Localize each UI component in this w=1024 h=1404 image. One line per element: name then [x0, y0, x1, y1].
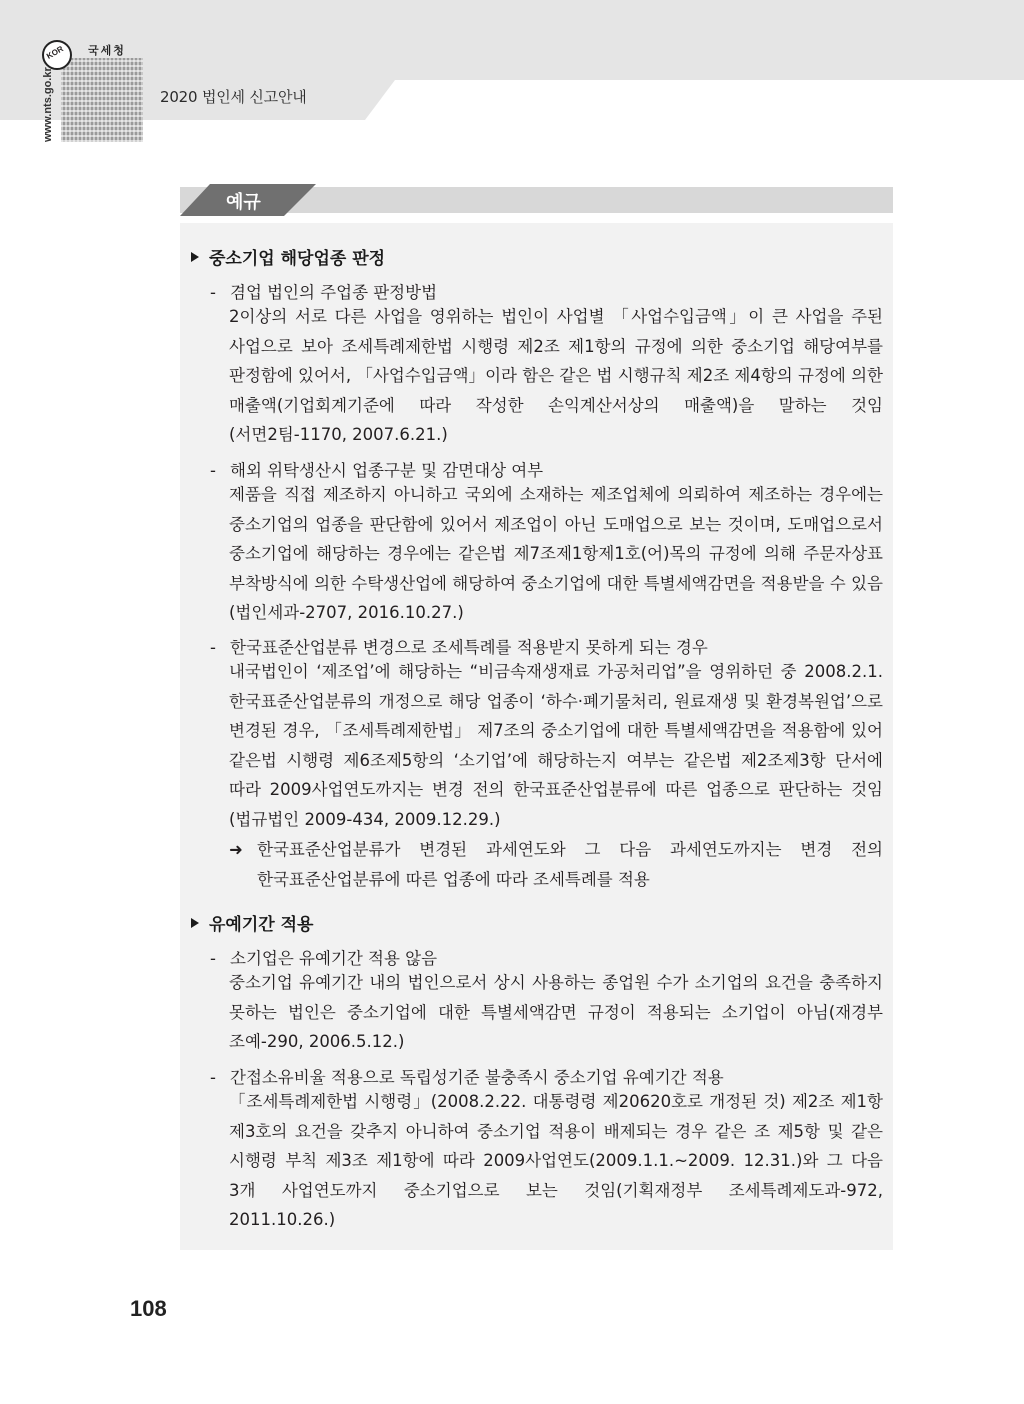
org-name: 국세청 — [88, 44, 126, 57]
item-body: 내국법인이 ‘제조업’에 해당하는 “비금속재생재료 가공처리업”을 영위하던 중 2008.2.1. 한국표준산업분류의 개정으로 해당 업종이 ‘하수·폐기물처리, 원료재생 및 환경복원업’으로 변경된 경우, 「조세특례제한법」 제7조의 중소기업에 대한 특별세액감면을 적용함에 있어 같은법 시행령 제6조제5항의 ‘소기업’에 해당하는지 여부는 같은법 제2조제3항 단서에 따라 2009사업연도까지는 변경 전의 한국표준산업분류에 따른 업종으로 판단하는 것임(법규법인 2009-434, 2009.12.29.) — [229, 662, 883, 829]
item-body: 「조세특례제한법 시행령」(2008.2.22. 대통령령 제20620호로 개정된 것) 제2조 제1항 제3호의 요건을 갖추지 아니하여 중소기업 적용이 배제되는 경우 같은 조 제5항 및 같은 시행령 부칙 제3조 제1항에 따라 2009사업연도(2009.1.1.~2009. 12.31.)와 그 다음 3개 사업연도까지 중소기업으로 보는 것임(기획재정부 조세특례제도과-972, 2011.10.26.) — [229, 1092, 883, 1230]
note-text: 한국표준산업분류가 변경된 과세연도와 그 다음 과세연도까지는 변경 전의 한국표준산업분류에 따른 업종에 따라 조세특례를 적용 — [257, 840, 883, 889]
item-title: - 해외 위탁생산시 업종구분 및 감면대상 여부 — [210, 461, 544, 480]
triangle-bullet-icon — [191, 252, 199, 262]
item-title-text: 한국표준산업분류 변경으로 조세특례를 적용받지 못하게 되는 경우 — [230, 638, 708, 657]
item-title: - 한국표준산업분류 변경으로 조세특례를 적용받지 못하게 되는 경우 — [210, 638, 708, 657]
page-number: 108 — [130, 1296, 167, 1321]
item-title-text: 겸업 법인의 주업종 판정방법 — [230, 283, 438, 302]
logo-text: KOR — [44, 44, 65, 61]
section-title-text: 유예기간 적용 — [209, 915, 314, 935]
item-title: - 겸업 법인의 주업종 판정방법 — [210, 283, 438, 302]
item-note — [229, 835, 883, 894]
nts-logo-icon — [42, 40, 72, 70]
section-title-text: 중소기업 해당업종 판정 — [209, 249, 386, 269]
item-title-text: 해외 위탁생산시 업종구분 및 감면대상 여부 — [230, 461, 544, 480]
section-title — [191, 910, 313, 935]
item-body: 제품을 직접 제조하지 아니하고 국외에 소재하는 제조업체에 의뢰하여 제조하는 경우에는 중소기업의 업종을 판단함에 있어서 제조업이 아닌 도매업으로 보는 것이며, 도매업으로서 중소기업에 해당하는 경우에는 같은법 제7조제1항제1호(어)목의 규정에 의해 주문자상표 부착방식에 의한 수탁생산업에 해당하여 중소기업에 대한 특별세액감면을 적용받을 수 있음(법인세과-2707, 2016.10.27.) — [229, 485, 883, 623]
box-tab-label: 예규 — [226, 192, 261, 213]
item-title-text: 간접소유비율 적용으로 독립성기준 불충족시 중소기업 유예기간 적용 — [230, 1068, 724, 1087]
arrow-right-icon: ➜ — [229, 840, 243, 859]
item-body: 중소기업 유예기간 내의 법인으로서 상시 사용하는 종업원 수가 소기업의 요건을 충족하지 못하는 법인은 중소기업에 대한 특별세액감면 규정이 적용되는 소기업이 아님(재경부 조예-290, 2006.5.12.) — [229, 973, 883, 1052]
triangle-bullet-icon — [191, 918, 199, 928]
site-url: www.nts.go.kr — [42, 67, 54, 142]
item-body: 2이상의 서로 다른 사업을 영위하는 법인이 사업별 「사업수입금액」이 큰 사업을 주된 사업으로 보아 조세특례제한법 시행령 제2조 제1항의 규정에 의한 중소기업 해당여부를 판정함에 있어서, 「사업수입금액」이라 함은 같은 법 시행규칙 제2조 제4항의 규정에 의한 매출액(기업회계기준에 따라 작성한 손익계산서상의 매출액)을 말하는 것임 (서면2팀-1170, 2007.6.21.) — [229, 307, 883, 445]
item-title-text: 소기업은 유예기간 적용 않음 — [230, 949, 438, 968]
qr-code — [61, 58, 143, 142]
document-title: 2020 법인세 신고안내 — [160, 88, 307, 106]
item-title: - 소기업은 유예기간 적용 않음 — [210, 949, 438, 968]
section-title — [191, 244, 385, 269]
item-title: - 간접소유비율 적용으로 독립성기준 불충족시 중소기업 유예기간 적용 — [210, 1068, 724, 1087]
